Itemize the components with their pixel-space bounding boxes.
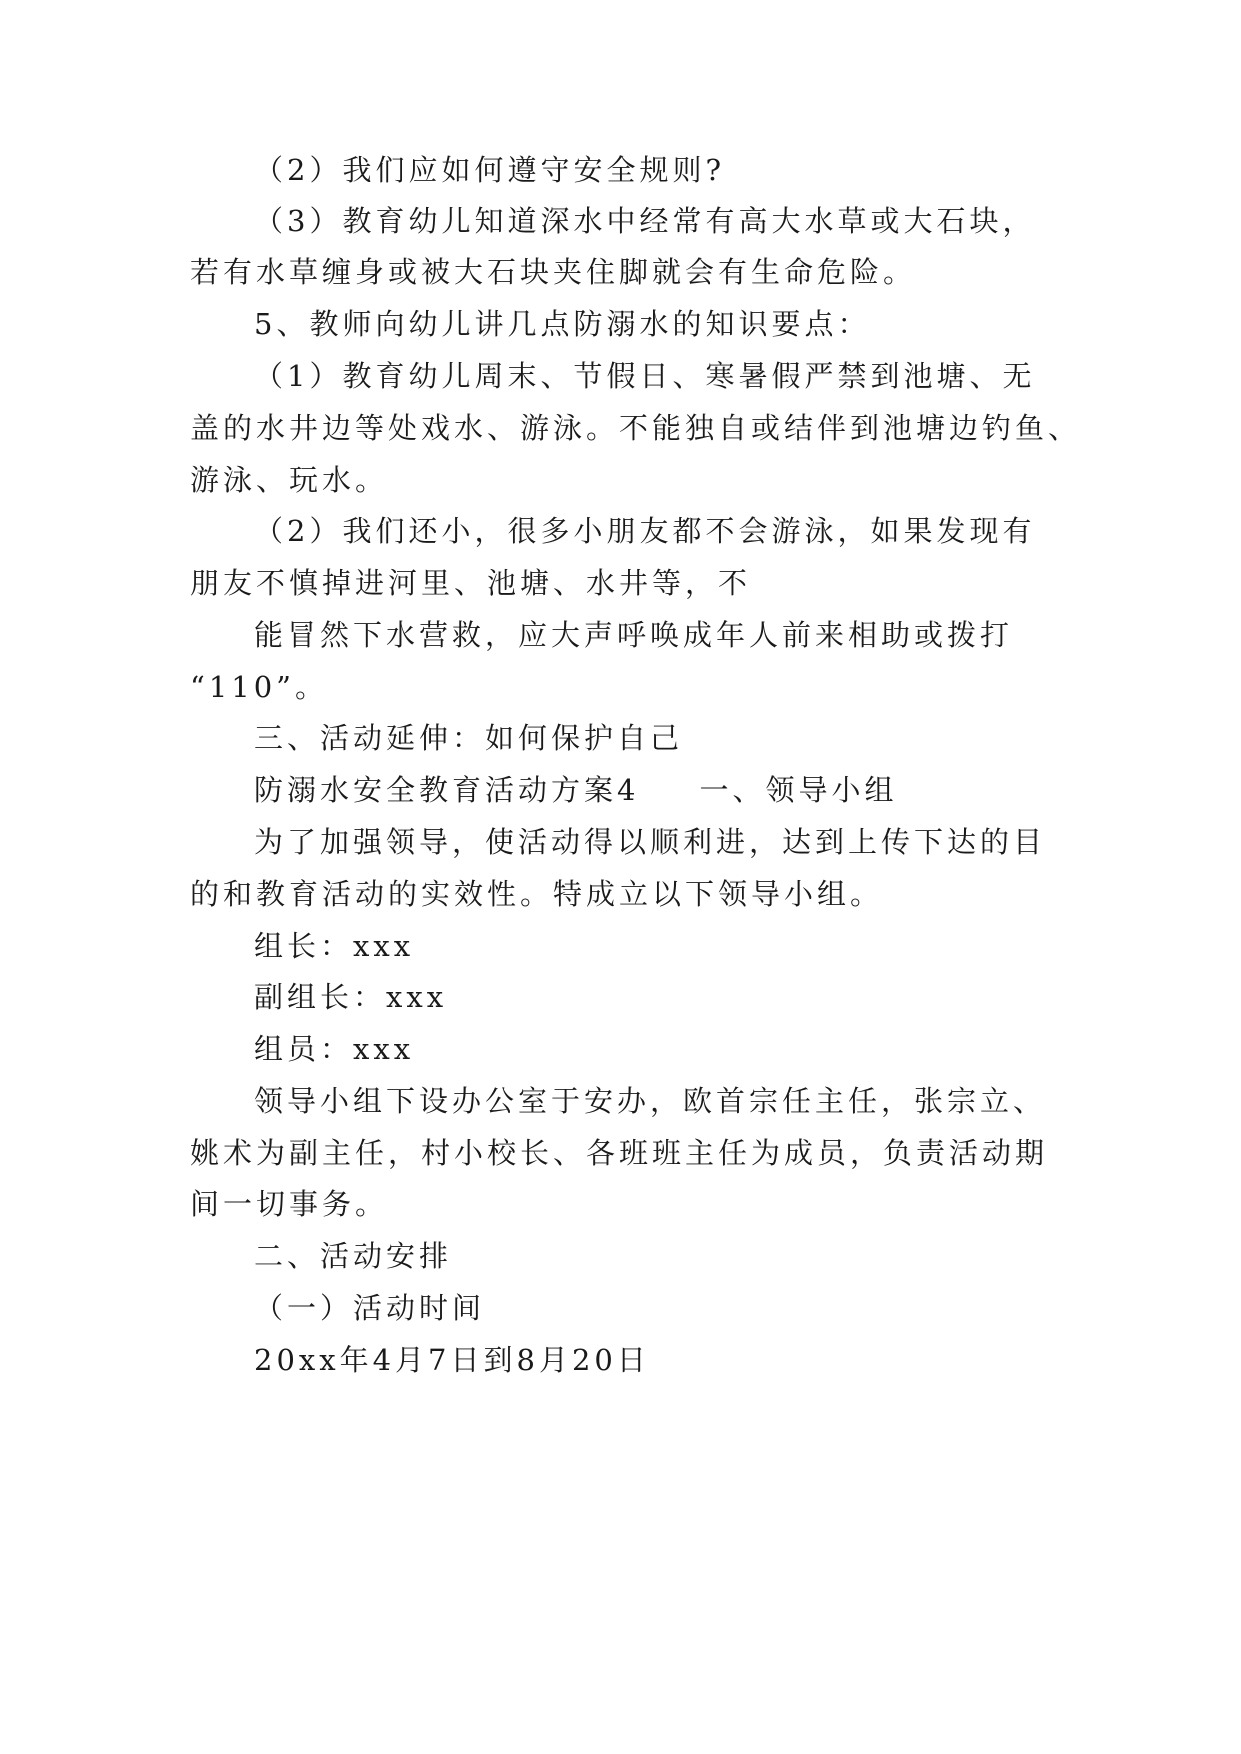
- paragraph-line: 为了加强领导，使活动得以顺利进，达到上传下达的目: [254, 825, 1047, 859]
- paragraph-line: 盖的水井边等处戏水、游泳。不能独自或结伴到池塘边钓鱼、: [190, 411, 1082, 445]
- paragraph-line: 5、教师向幼儿讲几点防溺水的知识要点：: [254, 307, 871, 341]
- paragraph-line: 姚术为副主任，村小校长、各班班主任为成员，负责活动期: [190, 1136, 1049, 1170]
- member-line: 组长：xxx: [254, 929, 415, 963]
- paragraph-line: （1）教育幼儿周末、节假日、寒暑假严禁到池塘、无: [254, 359, 1036, 393]
- paragraph-line: 若有水草缠身或被大石块夹住脚就会有生命危险。: [190, 255, 917, 289]
- section-heading: 三、活动延伸：如何保护自己: [254, 721, 684, 755]
- plan-title: 防溺水安全教育活动方案4: [254, 773, 640, 807]
- date-line: 20xx年4月7日到8月20日: [254, 1343, 650, 1377]
- section-heading: 二、活动安排: [254, 1239, 453, 1273]
- member-line: 副组长：xxx: [254, 980, 448, 1014]
- paragraph-line: 的和教育活动的实效性。特成立以下领导小组。: [190, 877, 884, 911]
- paragraph-line: “110”。: [190, 670, 329, 704]
- paragraph-line: 游泳、玩水。: [190, 463, 389, 497]
- paragraph-line: 能冒然下水营救，应大声呼唤成年人前来相助或拨打: [254, 618, 1014, 652]
- paragraph-line: （3）教育幼儿知道深水中经常有高大水草或大石块，: [254, 204, 1036, 238]
- paragraph-line: （2）我们应如何遵守安全规则?: [254, 153, 725, 187]
- section-heading: 一、领导小组: [699, 773, 898, 807]
- paragraph-line: 间一切事务。: [190, 1187, 389, 1221]
- member-line: 组员：xxx: [254, 1032, 415, 1066]
- paragraph-line: 领导小组下设办公室于安办，欧首宗任主任，张宗立、: [254, 1084, 1047, 1118]
- subsection-heading: （一）活动时间: [254, 1291, 486, 1325]
- plan-title-line: [254, 770, 1154, 810]
- paragraph-line: （2）我们还小，很多小朋友都不会游泳，如果发现有: [254, 514, 1036, 548]
- paragraph-line: 朋友不慎掉进河里、池塘、水井等，不: [190, 566, 752, 600]
